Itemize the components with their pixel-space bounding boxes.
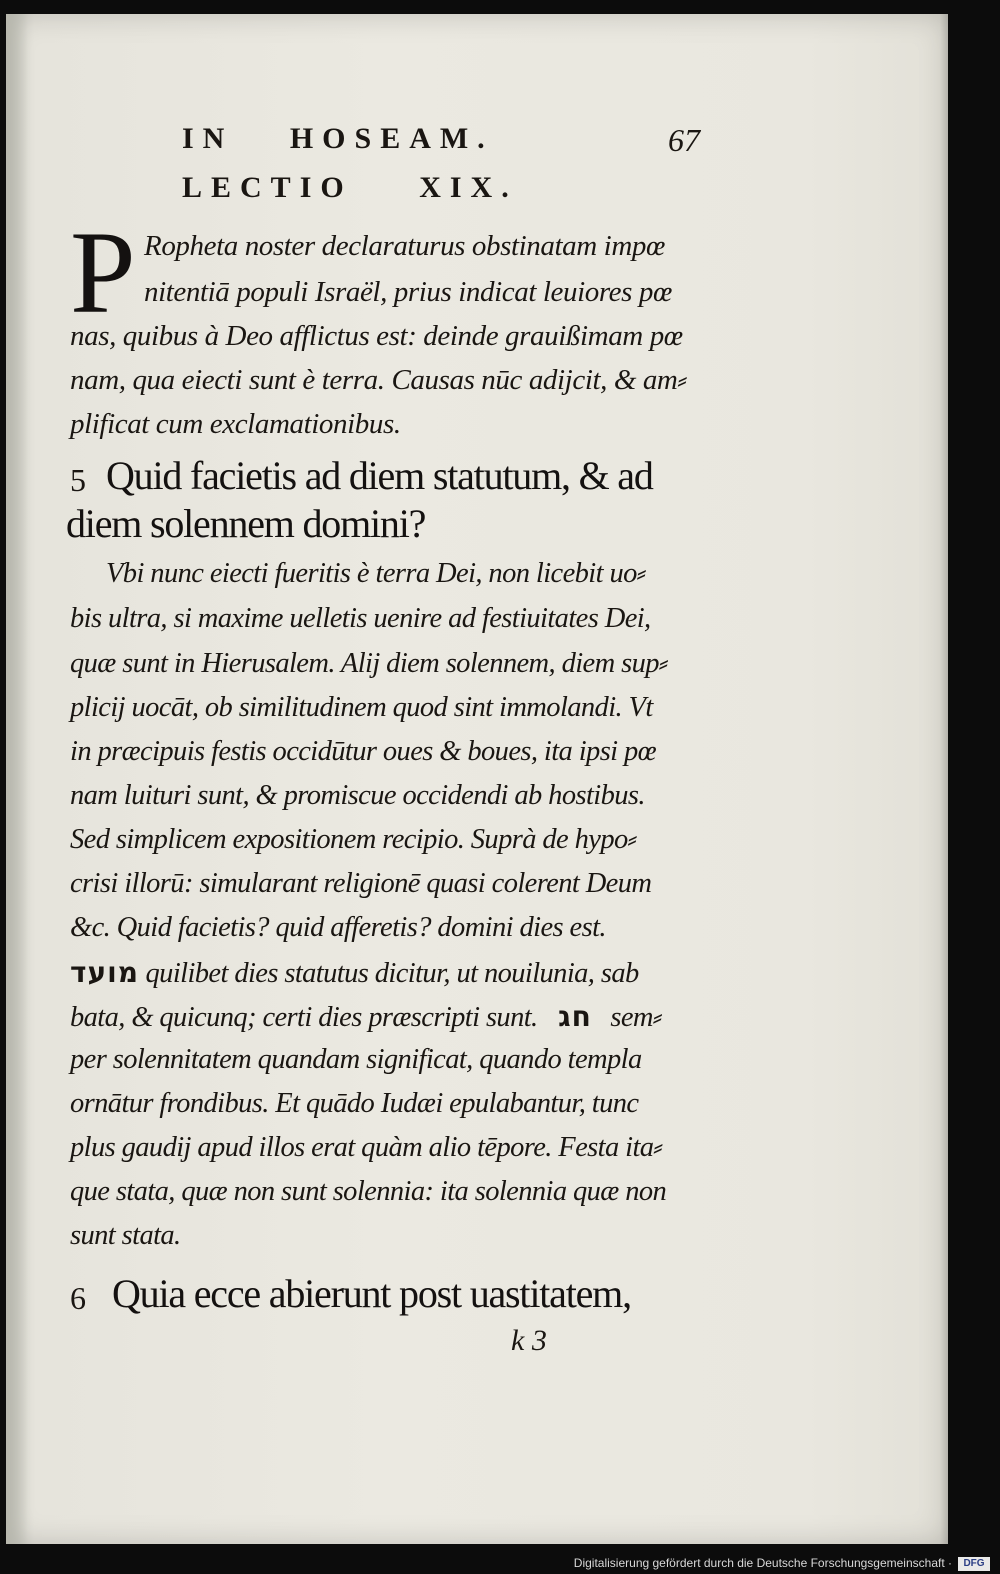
commentary-line-9: &c. Quid facietis? quid afferetis? domini dies est. <box>70 912 606 943</box>
commentary-line-12: per solennitatem quandam significat, quando templa <box>70 1044 642 1075</box>
commentary-line-16: sunt stata. <box>70 1220 181 1251</box>
verse-number-5: 5 <box>70 462 86 498</box>
page-edge-shadow <box>940 14 948 1544</box>
commentary-line-11-text: bata, & quicunq; certi dies præscripti sunt. <box>70 1002 538 1033</box>
commentary-line-8: crisi illorū: simularant religionē quasi colerent Deum <box>70 868 652 899</box>
book-page <box>6 14 948 1544</box>
commentary-line-10-text: quilibet dies statutus dicitur, ut nouilunia, sab <box>145 958 639 989</box>
signature-mark: k 3 <box>511 1324 547 1357</box>
intro-line-1: Ropheta noster declaraturus obstinatam impœ <box>144 230 665 262</box>
running-title: IN HOSEAM. <box>182 122 494 155</box>
commentary-line-3: quæ sunt in Hierusalem. Alij diem solennem, diem sup⸗ <box>70 648 668 679</box>
verse-5-line-1: Quid facietis ad diem statutum, & ad <box>106 453 653 498</box>
digitization-credit: Digitalisierung gefördert durch die Deutsche Forschungsgemeinschaft · <box>573 1556 952 1570</box>
commentary-line-1: Vbi nunc eiecti fueritis è terra Dei, non licebit uo⸗ <box>106 558 646 589</box>
folio-number: 67 <box>668 122 700 158</box>
commentary-line-2: bis ultra, si maxime uelletis uenire ad festiuitates Dei, <box>70 603 651 634</box>
commentary-line-5: in præcipuis festis occidūtur oues & boues, ita ipsi pœ <box>70 736 657 767</box>
intro-line-3: nas, quibus à Deo afflictus est: deinde grauißimam pœ <box>70 320 683 352</box>
page-gutter-shadow <box>6 14 28 1544</box>
intro-line-5: plificat cum exclamationibus. <box>70 408 401 440</box>
commentary-line-6: nam luituri sunt, & promiscue occidendi ab hostibus. <box>70 780 645 811</box>
hebrew-word-chag: חג <box>558 1000 592 1033</box>
commentary-line-4: plicij uocāt, ob similitudinem quod sint immolandi. Vt <box>70 692 653 723</box>
drop-capital: P <box>70 207 136 338</box>
commentary-line-7: Sed simplicem expositionem recipio. Suprà de hypo⸗ <box>70 824 637 855</box>
commentary-line-14: plus gaudij apud illos erat quàm alio tēpore. Festa ita⸗ <box>70 1132 663 1163</box>
commentary-line-11-end: sem⸗ <box>610 1002 662 1033</box>
commentary-line-10 <box>70 956 639 990</box>
verse-6-line-1: Quia ecce abierunt post uastitatem, <box>112 1271 631 1316</box>
lectio-heading: LECTIO XIX. <box>182 171 518 204</box>
hebrew-word-moed: מועד <box>70 956 139 989</box>
intro-line-4: nam, qua eiecti sunt è terra. Causas nūc adijcit, & am⸗ <box>70 364 687 396</box>
dfg-logo-badge: DFG <box>958 1557 990 1571</box>
verse-5-line-2: diem solennem domini? <box>66 501 426 546</box>
commentary-line-11 <box>70 1000 662 1034</box>
intro-line-2: nitentiā populi Israël, prius indicat leuiores pœ <box>144 276 672 308</box>
commentary-line-13: ornātur frondibus. Et quādo Iudæi epulabantur, tunc <box>70 1088 639 1119</box>
verse-number-6: 6 <box>70 1280 86 1316</box>
commentary-line-15: que stata, quæ non sunt solennia: ita solennia quæ non <box>70 1176 667 1207</box>
footer-strip <box>0 1552 1000 1574</box>
